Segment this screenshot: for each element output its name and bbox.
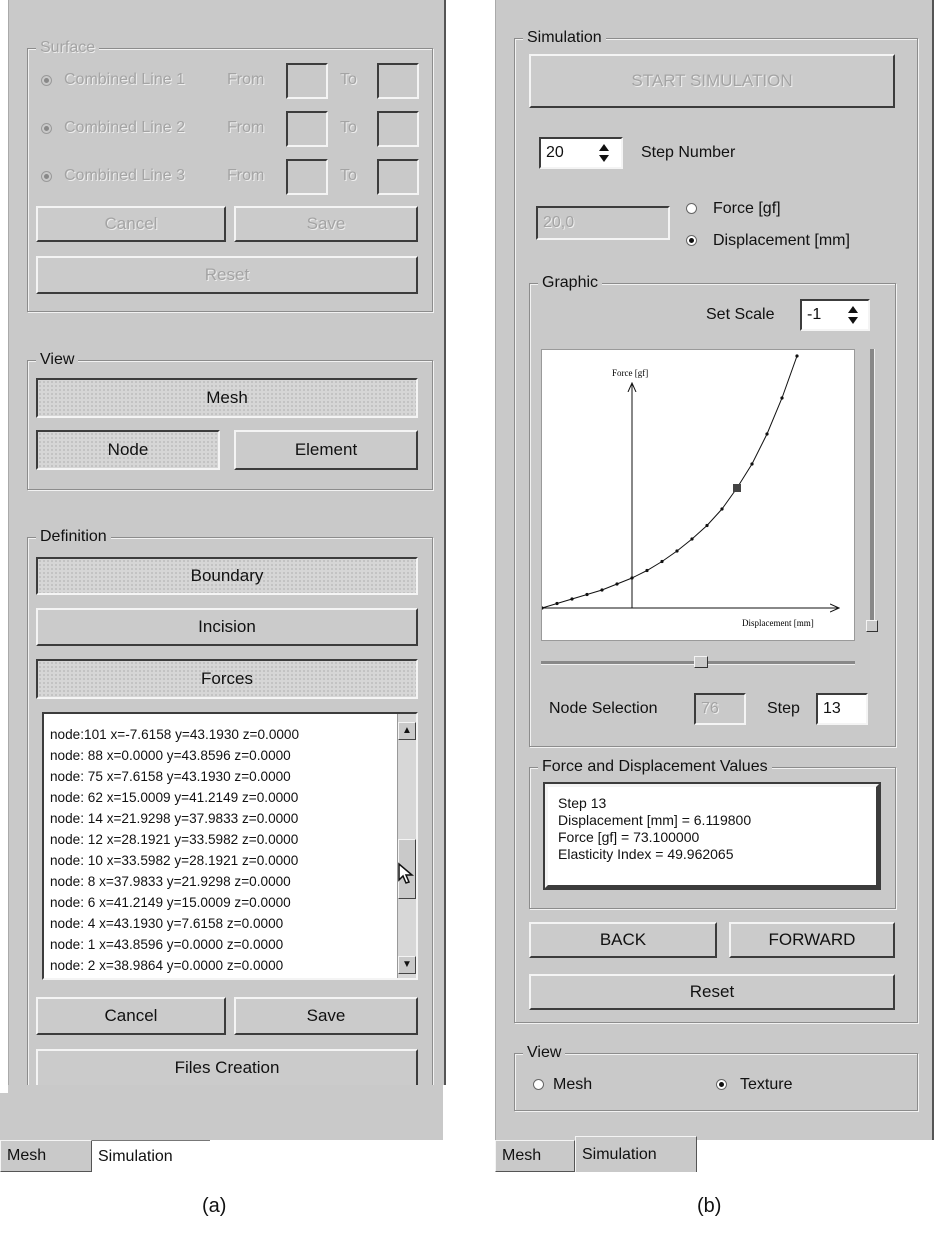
force-displacement-chart	[542, 350, 854, 640]
data-point	[660, 560, 663, 563]
definition-title: Definition	[36, 527, 111, 547]
boundary-button[interactable]: Boundary	[36, 557, 418, 595]
data-point	[630, 576, 633, 579]
panel-a-bottom	[8, 1085, 443, 1093]
y-axis-label: Force [gf]	[612, 368, 649, 378]
data-point	[705, 524, 708, 527]
set-scale-value: -1	[807, 306, 822, 323]
combined-line-2-from-label: From	[227, 119, 265, 136]
list-item[interactable]: node: 6 x=41.2149 y=15.0009 z=0.0000	[50, 895, 291, 910]
data-point	[542, 606, 544, 609]
data-point	[600, 588, 603, 591]
view-title: View	[36, 350, 78, 370]
list-item[interactable]: node: 12 x=28.1921 y=33.5982 z=0.0000	[50, 832, 299, 847]
mesh-view-button[interactable]: Mesh	[36, 378, 418, 418]
list-item[interactable]: node: 8 x=37.9833 y=21.9298 z=0.0000	[50, 874, 291, 889]
values-displacement-line: Displacement [mm] = 6.119800	[558, 812, 752, 828]
combined-line-1-radio[interactable]	[41, 75, 52, 86]
combined-line-3-to-field[interactable]	[377, 159, 419, 195]
node-list-scrollbar[interactable]	[397, 714, 416, 978]
list-item[interactable]: node: 88 x=0.0000 y=43.8596 z=0.0000	[50, 748, 291, 763]
force-radio[interactable]	[686, 203, 697, 214]
data-point	[555, 602, 558, 605]
combined-line-2-radio[interactable]	[41, 123, 52, 134]
mesh-radio-label: Mesh	[553, 1076, 593, 1093]
combined-line-2-to-field[interactable]	[377, 111, 419, 147]
step-number-label: Step Number	[641, 144, 736, 161]
mouse-cursor-icon	[397, 862, 415, 886]
data-point	[795, 354, 798, 357]
list-item[interactable]: node: 14 x=21.9298 y=37.9833 z=0.0000	[50, 811, 299, 826]
data-point	[570, 597, 573, 600]
list-item[interactable]: node: 2 x=38.9864 y=0.0000 z=0.0000	[50, 958, 284, 973]
displacement-radio[interactable]	[686, 235, 697, 246]
value-field[interactable]: 20,0	[536, 206, 670, 240]
combined-line-1-label: Combined Line 1	[64, 71, 185, 88]
tab-simulation-a[interactable]: Simulation	[92, 1140, 210, 1172]
node-selection-label: Node Selection	[549, 700, 658, 717]
data-point	[690, 537, 693, 540]
data-point	[615, 582, 618, 585]
scroll-up-button[interactable]: ▲	[398, 722, 416, 740]
data-point	[645, 569, 648, 572]
definition-save-button[interactable]: Save	[234, 997, 418, 1035]
selected-point-marker	[733, 484, 741, 492]
node-selection-field[interactable]: 76	[694, 693, 746, 725]
forces-button[interactable]: Forces	[36, 659, 418, 699]
combined-line-2-from-field[interactable]	[286, 111, 328, 147]
scroll-down-button[interactable]: ▼	[398, 956, 416, 974]
texture-radio-label: Texture	[740, 1076, 793, 1093]
set-scale-spin-icon[interactable]	[846, 304, 860, 326]
list-item[interactable]: node: 75 x=7.6158 y=43.1930 z=0.0000	[50, 769, 291, 784]
back-button[interactable]: BACK	[529, 922, 717, 958]
simulation-title: Simulation	[523, 28, 606, 48]
data-point	[585, 593, 588, 596]
caption-a: (a)	[202, 1195, 227, 1217]
tab-mesh-a[interactable]: Mesh	[0, 1140, 92, 1172]
list-item[interactable]: node: 10 x=33.5982 y=28.1921 z=0.0000	[50, 853, 299, 868]
list-item[interactable]: node: 1 x=43.8596 y=0.0000 z=0.0000	[50, 937, 284, 952]
element-button[interactable]: Element	[234, 430, 418, 470]
files-creation-button[interactable]: Files Creation	[36, 1049, 418, 1087]
mesh-radio[interactable]	[533, 1079, 544, 1090]
data-point	[675, 549, 678, 552]
set-scale-label: Set Scale	[706, 306, 775, 323]
combined-line-1-to-field[interactable]	[377, 63, 419, 99]
combined-line-3-to-label: To	[340, 167, 357, 184]
node-button[interactable]: Node	[36, 430, 220, 470]
vertical-slider-handle[interactable]	[866, 620, 878, 632]
graphic-title: Graphic	[538, 273, 602, 293]
values-box	[545, 784, 879, 888]
combined-line-1-from-label: From	[227, 71, 265, 88]
data-point	[765, 432, 768, 435]
panel-a	[8, 0, 446, 1085]
tab-mesh-b[interactable]: Mesh	[495, 1140, 575, 1172]
step-number-spinbox[interactable]	[539, 137, 623, 169]
caption-b: (b)	[697, 1195, 722, 1217]
combined-line-3-radio[interactable]	[41, 171, 52, 182]
horizontal-slider-handle[interactable]	[694, 656, 708, 668]
data-point	[720, 507, 723, 510]
surface-save-button[interactable]: Save	[234, 206, 418, 242]
incision-button[interactable]: Incision	[36, 608, 418, 646]
combined-line-1-from-field[interactable]	[286, 63, 328, 99]
tab-simulation-b[interactable]: Simulation	[575, 1136, 697, 1172]
data-point	[750, 462, 753, 465]
surface-cancel-button[interactable]: Cancel	[36, 206, 226, 242]
surface-title: Surface	[36, 38, 99, 58]
definition-cancel-button[interactable]: Cancel	[36, 997, 226, 1035]
step-number-value: 20	[546, 144, 564, 161]
values-elasticity-line: Elasticity Index = 49.962065	[558, 846, 734, 862]
panel-a-tab-line	[0, 1093, 443, 1140]
values-title: Force and Displacement Values	[538, 757, 772, 777]
combined-line-2-to-label: To	[340, 119, 357, 136]
vertical-slider-track[interactable]	[870, 349, 875, 629]
step-number-spin-icon[interactable]	[597, 142, 611, 164]
data-point	[780, 396, 783, 399]
combined-line-1-to-label: To	[340, 71, 357, 88]
values-force-line: Force [gf] = 73.100000	[558, 829, 700, 845]
view-title-b: View	[523, 1043, 565, 1063]
surface-reset-button[interactable]: Reset	[36, 256, 418, 294]
list-item[interactable]: node: 4 x=43.1930 y=7.6158 z=0.0000	[50, 916, 284, 931]
list-item[interactable]: node:101 x=-7.6158 y=43.1930 z=0.0000	[50, 727, 300, 742]
displacement-label: Displacement [mm]	[713, 232, 850, 249]
combined-line-2-label: Combined Line 2	[64, 119, 185, 136]
combined-line-3-from-label: From	[227, 167, 265, 184]
texture-radio[interactable]	[716, 1079, 727, 1090]
node-list[interactable]	[42, 712, 418, 980]
combined-line-3-from-field[interactable]	[286, 159, 328, 195]
series-line	[542, 356, 797, 608]
sim-reset-button[interactable]: Reset	[529, 974, 895, 1010]
x-axis-label: Displacement [mm]	[742, 618, 814, 628]
combined-line-3-label: Combined Line 3	[64, 167, 185, 184]
step-label: Step	[767, 700, 800, 717]
chart-area[interactable]	[541, 349, 855, 641]
list-item[interactable]: node: 62 x=15.0009 y=41.2149 z=0.0000	[50, 790, 299, 805]
set-scale-spinbox[interactable]	[800, 299, 870, 331]
forward-button[interactable]: FORWARD	[729, 922, 895, 958]
start-simulation-button[interactable]: START SIMULATION	[529, 54, 895, 108]
panel-b	[495, 0, 934, 1140]
values-step-line: Step 13	[558, 795, 607, 811]
step-field[interactable]: 13	[816, 693, 868, 725]
force-label: Force [gf]	[713, 200, 781, 217]
